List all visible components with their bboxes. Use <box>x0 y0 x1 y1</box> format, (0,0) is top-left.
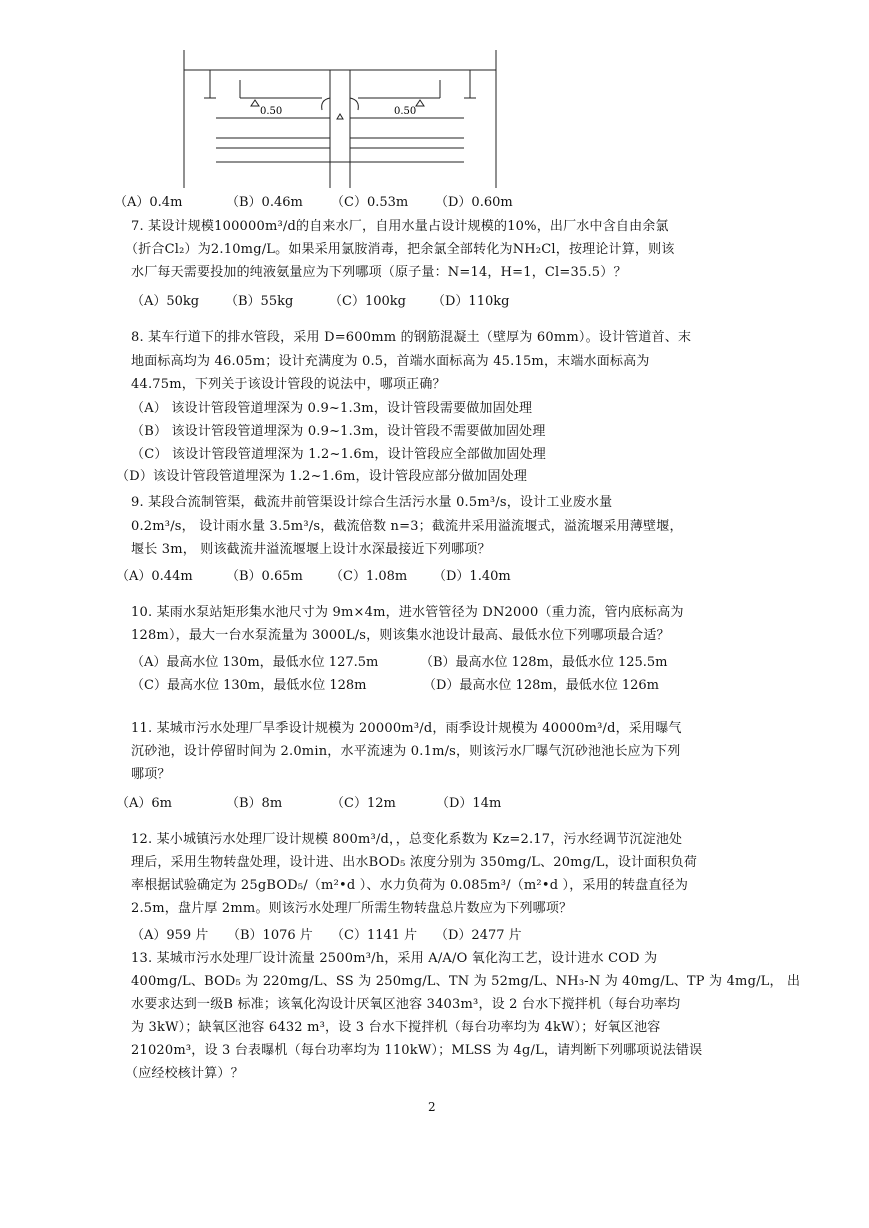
q10-option-b: （B）最高水位 128m，最低水位 125.5m <box>420 655 668 670</box>
q7-line: 水厂每天需要投加的纯液氨量应为下列哪项（原子量：N=14，H=1，Cl=35.5）？ <box>131 265 627 280</box>
q13-line: 400mg/L、BOD₅ 为 220mg/L、SS 为 250mg/L、TN 为 52mg/L、NH₃-N 为 40mg/L、TP 为 4mg/L， 出 <box>131 974 801 989</box>
q9-line: 0.2m³/s， 设计雨水量 3.5m³/s，截流倍数 n=3；截流井采用溢流堰式，溢流堰采用薄壁堰， <box>131 519 683 534</box>
figure-left-label: 0.50 <box>260 106 283 117</box>
q8-line: 地面标高均为 46.05m；设计充满度为 0.5，首端水面标高为 45.15m，末端水面标高为 <box>131 354 650 369</box>
q10-line: 128m），最大一台水泵流量为 3000L/s，则该集水池设计最高、最低水位下列哪项最合适？ <box>131 628 670 643</box>
q7-option-c: （C）100kg <box>329 294 406 309</box>
q13-line: 13. 某城市污水处理厂设计流量 2500m³/h，采用 A/A/O 氧化沟工艺，设计进水 COD 为 <box>131 951 658 966</box>
q10-line: 10. 某雨水泵站矩形集水池尺寸为 9m×4m，进水管管径为 DN2000（重力流，管内底标高为 <box>131 605 684 620</box>
q11-line: 哪项？ <box>131 767 171 782</box>
q11-line: 11. 某城市污水处理厂旱季设计规模为 20000m³/d，雨季设计规模为 40000m³/d，采用曝气 <box>131 721 682 736</box>
q8-option-b: （B） 该设计管段管道埋深为 0.9~1.3m，设计管段不需要做加固处理 <box>131 424 546 439</box>
q12-option-b: （B）1076 片 <box>227 928 313 943</box>
q7-line: 7. 某设计规模100000m³/d的自来水厂，自用水量占设计规模的10%，出厂水中含自由余氯 <box>131 219 669 234</box>
q10-option-c: （C）最高水位 130m，最低水位 128m <box>131 678 367 693</box>
q7-option-d: （D）110kg <box>432 294 510 309</box>
figure-right-label: 0.50 <box>394 106 417 117</box>
q12-line: 率根据试验确定为 25gBOD₅/（m²•d ）、水力负荷为 0.085m³/（m²•d ），采用的转盘直径为 <box>131 878 689 893</box>
q7-line: （折合Cl₂）为2.10mg/L。如果采用氯胺消毒，把余氯全部转化为NH₂Cl，按理论计算，则该 <box>125 242 675 257</box>
q11-line: 沉砂池，设计停留时间为 2.0min，水平流速为 0.1m/s，则该污水厂曝气沉砂池池长应为下列 <box>131 744 681 759</box>
q8-line: 44.75m，下列关于该设计管段的说法中，哪项正确？ <box>131 377 446 392</box>
q11-option-c: （C）12m <box>331 796 396 811</box>
q10-option-d: （D）最高水位 128m，最低水位 126m <box>423 678 659 693</box>
q12-line: 理后，采用生物转盘处理，设计进、出水BOD₅ 浓度分别为 350mg/L、20mg/L，设计面积负荷 <box>131 855 698 870</box>
q12-option-d: （D）2477 片 <box>435 928 522 943</box>
q10-option-a: （A）最高水位 130m，最低水位 127.5m <box>131 655 379 670</box>
q6-option-c: （C）0.53m <box>331 195 409 210</box>
q12-option-a: （A）959 片 <box>131 928 209 943</box>
q11-option-b: （B）8m <box>226 796 283 811</box>
q9-option-a: （A）0.44m <box>116 569 193 584</box>
weir-section-figure <box>180 40 500 190</box>
q7-option-b: （B）55kg <box>225 294 294 309</box>
q12-option-c: （C）1141 片 <box>331 928 418 943</box>
q9-line: 9. 某段合流制管渠，截流井前管渠设计综合生活污水量 0.5m³/s，设计工业废水量 <box>131 495 613 510</box>
q6-option-b: （B）0.46m <box>226 195 303 210</box>
q12-line: 2.5m，盘片厚 2mm。则该污水处理厂所需生物转盘总片数应为下列哪项？ <box>131 901 573 916</box>
q13-line: 21020m³，设 3 台表曝机（每台功率均为 110kW）；MLSS 为 4g/L，请判断下列哪项说法错误 <box>131 1043 703 1058</box>
q8-option-d: （D）该设计管段管道埋深为 1.2~1.6m，设计管段应部分做加固处理 <box>116 469 528 484</box>
q9-option-c: （C）1.08m <box>330 569 408 584</box>
q13-line: （应经校核计算）？ <box>125 1066 244 1081</box>
page-number: 2 <box>428 1100 436 1114</box>
q13-line: 为 3kW）；缺氧区池容 6432 m³，设 3 台水下搅拌机（每台功率均为 4kW）；好氧区池容 <box>131 1020 661 1035</box>
q6-option-a: （A）0.4m <box>114 195 183 210</box>
q8-option-c: （C） 该设计管段管道埋深为 1.2~1.6m，设计管段应全部做加固处理 <box>131 447 546 462</box>
q8-line: 8. 某车行道下的排水管段，采用 D=600mm 的钢筋混凝土（壁厚为 60mm）。设计管道首、末 <box>131 330 692 345</box>
q7-option-a: （A）50kg <box>131 294 200 309</box>
q8-option-a: （A） 该设计管段管道埋深为 0.9~1.3m，设计管段需要做加固处理 <box>131 401 533 416</box>
q9-line: 堰长 3m， 则该截流井溢流堰堰上设计水深最接近下列哪项？ <box>131 542 491 557</box>
q11-option-d: （D）14m <box>436 796 502 811</box>
q6-option-d: （D）0.60m <box>435 195 513 210</box>
q12-line: 12. 某小城镇污水处理厂设计规模 800m³/d，，总变化系数为 Kz=2.17，污水经调节沉淀池处 <box>131 832 683 847</box>
q11-option-a: （A）6m <box>116 796 172 811</box>
q13-line: 水要求达到一级B 标准；该氧化沟设计厌氧区池容 3403m³，设 2 台水下搅拌机（每台功率均 <box>131 997 681 1012</box>
q9-option-b: （B）0.65m <box>226 569 303 584</box>
q9-option-d: （D）1.40m <box>433 569 511 584</box>
